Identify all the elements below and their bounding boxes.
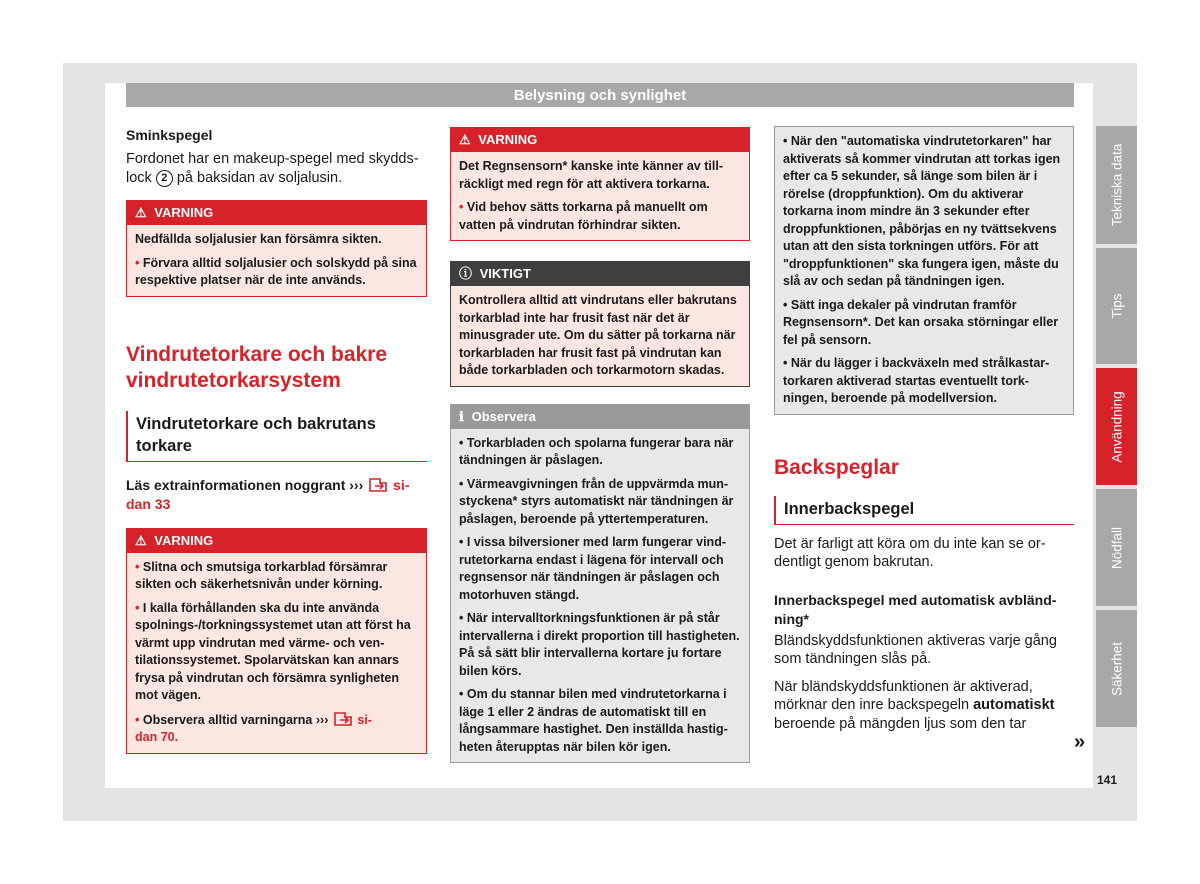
warning-text: Nedfällda soljalusier kan försämra sikten. [135,232,382,246]
continue-marker: » [1074,731,1086,753]
bullet-icon: • [459,687,464,701]
warning-box-regnsensor [450,127,750,241]
sminkspegel-heading: Sminkspegel [126,127,213,143]
section-big-title: Backspeglar [774,455,899,479]
bullet-icon: • [135,600,140,615]
warning-header: ⚠ VARNING [451,128,749,152]
note-bullet: • Sätt inga dekaler på vindrutan framför Regnsensorn*. Det kan orsaka störningar eller fel på sensorn. [783,297,1059,347]
bullet-icon: • [135,559,140,574]
tab-tekniska-data[interactable]: Tekniska data [1096,126,1137,244]
warning-text: Det Regnsensorn* kanske inte känner av tillräckligt med regn för att aktivera torkarna. [459,159,723,191]
bullet-icon: • [459,476,464,491]
auto-dim-text: Bländskyddsfunktionen aktiveras varje gång som tändningen slås på. [774,632,1057,667]
note-bullet: • Torkarbladen och spolarna fungerar bara när tändningen är påslagen. [459,435,734,467]
note-bullet: • Om du stannar bilen med vindrutetorkarna i läge 1 eller 2 ändras de automatiskt till en långsammare hastighet. Den inställda hastigheten återupptas när bilen kör igen. [459,687,728,754]
info-circle-icon: ⓘ [459,266,473,281]
important-header: ⓘ VIKTIGT [451,262,749,286]
important-box [450,261,750,387]
bullet-icon: • [783,297,788,312]
page-number: 141 [1097,773,1118,787]
warning-bullet: • Slitna och smutsiga torkarblad försämrar sikten och säkerhetsnivån under körning. [135,559,388,591]
warning-bullet: • Vid behov sätts torkarna på manuellt om vatten på vindrutan förhindrar sikten. [459,200,708,232]
note-bullet: • När du lägger i backväxeln med strålkastartorkaren aktiverad startas eventuellt torkningen, beroende på modellversion. [783,356,1050,405]
bullet-icon: • [135,255,140,270]
warning-bullet-link[interactable]: • Observera alltid varningarna ››› si- dan 70. [135,712,372,744]
warning-box-torkarblad [126,528,427,754]
column-3 [774,126,1074,733]
tab-sakerhet[interactable]: Säkerhet [1096,610,1137,727]
note-box-continued [774,126,1074,415]
warning-box-soljalusier [126,200,427,297]
tab-anvandning[interactable]: Användning [1096,368,1137,485]
chapter-header: Belysning och synlighet [126,83,1074,107]
section-title: Innerbackspegel [774,496,1074,525]
column-1 [126,126,427,754]
note-box [450,404,750,764]
warning-bullet: • I kalla förhållanden ska du inte använda spolnings-/torkningssystemet utan att först ha värmt upp vindrutan med värme- och ventilationssystemet. Spolarvätskan kan annars frysa på vindrutan och försämra synligheten mot vägen. [135,600,411,702]
bullet-icon: • [783,356,788,370]
section-big-title: Vindrutetorkare och bakre vindrutetorkarsystem [126,342,388,392]
warning-triangle-icon: ⚠ [135,532,147,548]
intro-text: Det är farligt att köra om du inte kan se ordentligt genom bakrutan. [774,535,1046,570]
warning-bullet: • Förvara alltid soljalusier och solskydd på sina respektive platser när de inte används. [135,255,417,287]
note-header: ℹ Observera [451,405,749,429]
note-icon: ℹ [459,408,464,424]
important-text: Kontrollera alltid att vindrutans eller bakrutans torkarblad inte har frusit fast när det är minusgrader ute. Om du sätter på torkarna när torkarbladen har frusit fast på vindrutan kan både torkarbladen och torkarmotorn skadas. [459,293,737,377]
auto-dim-text-2: När bländskyddsfunktionen är aktiverad, mörknar den inre backspegeln automatiskt beroende på mängden ljus som den tar [774,678,1055,732]
bullet-icon: • [459,535,464,549]
bullet-icon: • [459,435,464,450]
sminkspegel-text: Fordonet har en makeup-spegel med skydds- lock 2 på baksidan av soljalusin. [126,151,419,186]
column-2 [450,127,750,763]
page-reference-icon [367,477,389,493]
bullet-icon: • [135,712,140,727]
note-bullet: • När den "automatiska vindrutetorkaren" har aktiverats så kommer vindrutan att torkas igen efter ca 5 sekunder, så länge som bilen är i rörelse (droppfunktion). Om du aktiverar torkarna inom mindre än 3 sekunder efter droppfunktionen, påbörjas en ny tvättsekvens utan att den sista torkningen utförs. För att "droppfunktionen" ska fungera igen, måste du slå av och sedan på tändningen igen. [783,134,1061,288]
bullet-icon: • [459,611,464,625]
tab-nodfall[interactable]: Nödfall [1096,489,1137,606]
warning-triangle-icon: ⚠ [459,132,471,147]
page-reference-icon [332,711,354,727]
note-bullet: • När intervalltorkningsfunktionen är på står intervallerna i direkt proportion till hastigheten. På så sätt blir intervallerna kortare ju fortare bilen körs. [459,611,740,678]
callout-number: 2 [156,170,173,187]
warning-header: ⚠ VARNING [127,201,426,225]
bullet-icon: • [459,200,464,214]
tab-tips[interactable]: Tips [1096,248,1137,364]
section-title: Vindrutetorkare och bakrutans torkare [126,411,427,462]
note-bullet: • Värmeavgivningen från de uppvärmda munstyckena* styrs automatiskt när tändningen är påslagen, beroende på yttertemperaturen. [459,476,734,526]
bullet-icon: • [783,134,788,148]
note-bullet: • I vissa bilversioner med larm fungerar vindrutetorkarna endast i lägena för intervall och regnsensor när tändningen är påslagen och motorhuven stängd. [459,535,727,602]
read-more-link[interactable]: Läs extrainformationen noggrant ››› si- dan 33 [126,476,410,512]
auto-dim-heading: Innerbackspegel med automatisk avbländning* [774,591,1057,627]
warning-header: ⚠ VARNING [127,529,426,553]
warning-triangle-icon: ⚠ [135,205,147,220]
